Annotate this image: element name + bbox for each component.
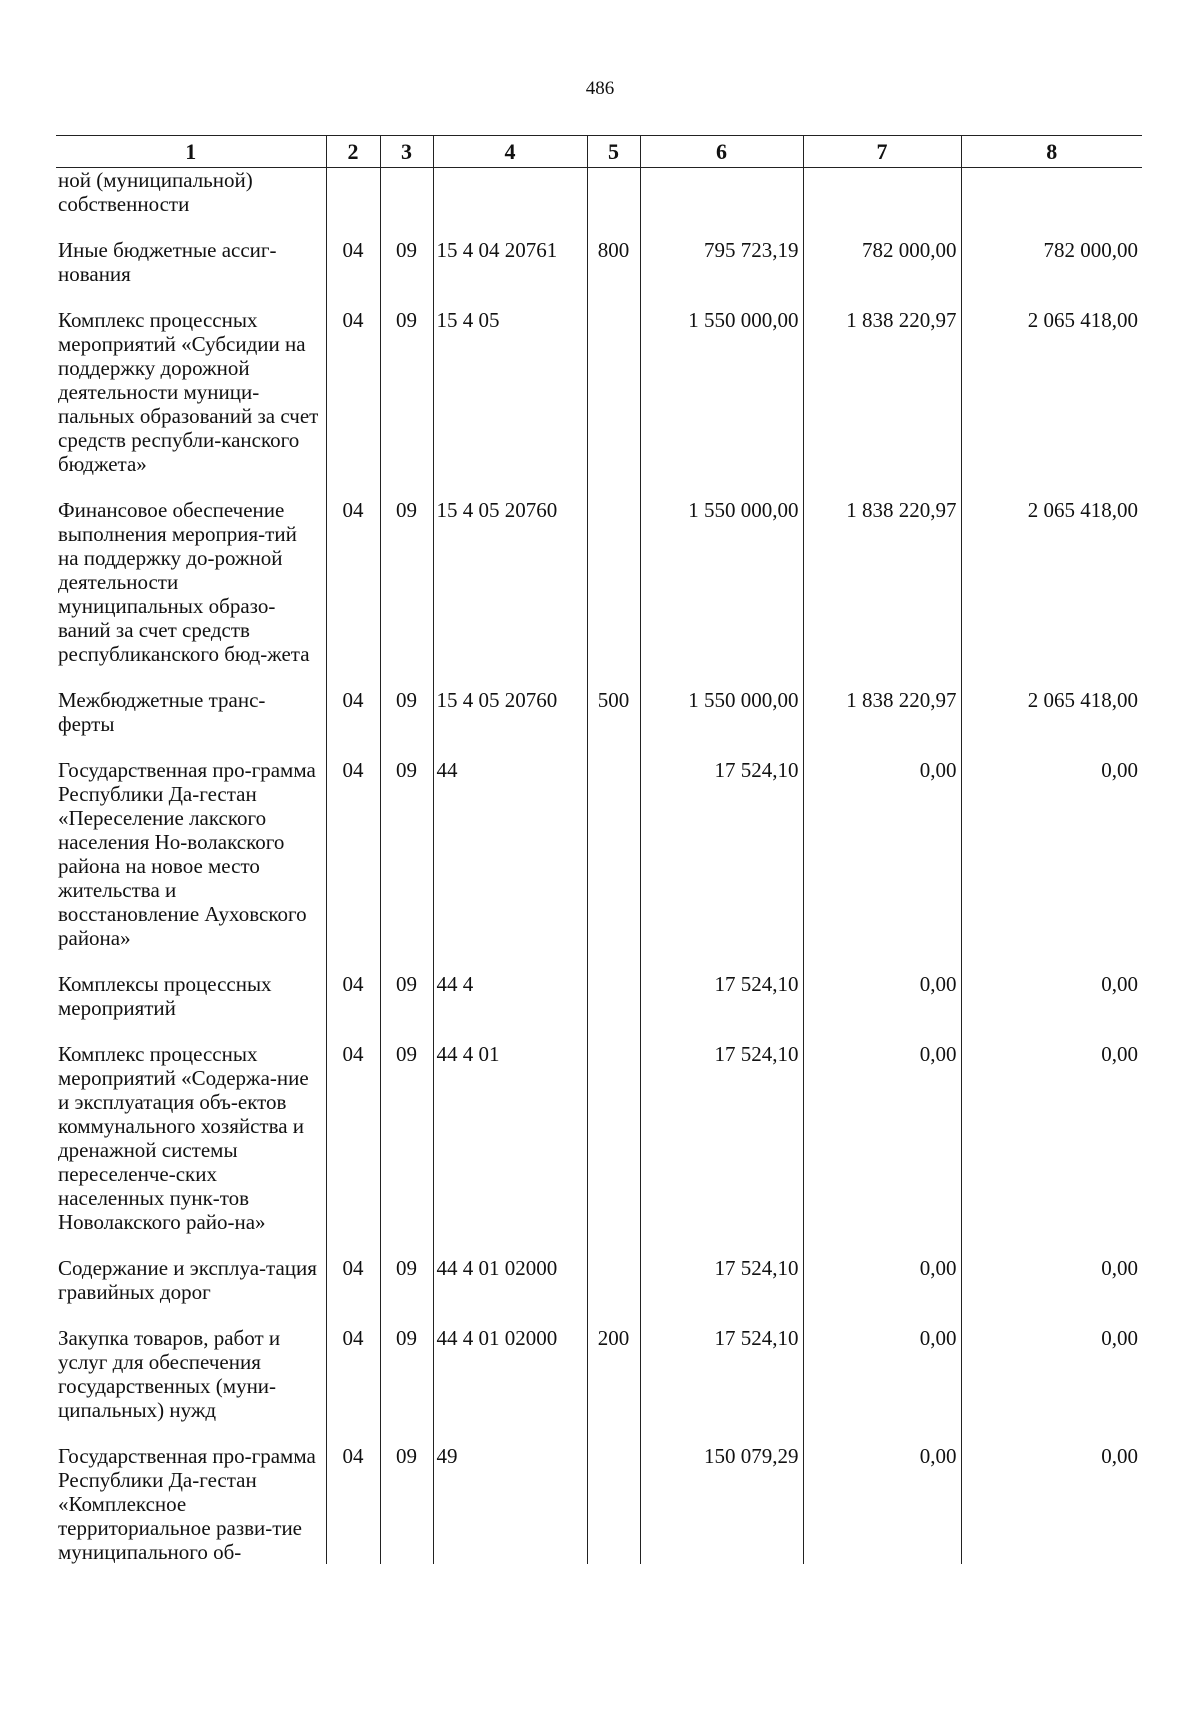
row-target-article-code: 44 4 01: [433, 1042, 587, 1256]
row-subsection-code: [380, 168, 433, 239]
row-amount-year-1: [640, 168, 803, 239]
row-amount-year-3: [961, 168, 1142, 239]
row-target-article-code: 44: [433, 758, 587, 972]
row-expense-type-code: [587, 308, 640, 498]
row-description: Комплексы процессных мероприятий: [58, 972, 272, 1020]
budget-table-container: [56, 135, 1142, 1564]
header-row: [56, 136, 1142, 168]
row-amount-year-1: 1 550 000,00: [640, 498, 803, 688]
row-amount-year-2: 0,00: [803, 1326, 961, 1444]
header-col-2: 2: [326, 136, 380, 168]
row-section-code: 04: [326, 1042, 380, 1256]
row-subsection-code: 09: [380, 972, 433, 1042]
row-amount-year-1: 17 524,10: [640, 758, 803, 972]
row-amount-year-2: 1 838 220,97: [803, 688, 961, 758]
row-expense-type-code: 200: [587, 1326, 640, 1444]
row-description: ной (муниципальной) собственности: [58, 168, 253, 216]
row-amount-year-3: 0,00: [961, 758, 1142, 972]
row-section-code: 04: [326, 238, 380, 308]
row-expense-type-code: [587, 1256, 640, 1326]
table-row: [56, 498, 1142, 688]
row-amount-year-1: 795 723,19: [640, 238, 803, 308]
row-section-code: 04: [326, 688, 380, 758]
row-amount-year-3: 2 065 418,00: [961, 498, 1142, 688]
row-amount-year-3: 2 065 418,00: [961, 688, 1142, 758]
row-section-code: 04: [326, 758, 380, 972]
row-amount-year-3: 0,00: [961, 1256, 1142, 1326]
row-amount-year-2: 0,00: [803, 758, 961, 972]
row-amount-year-3: 0,00: [961, 972, 1142, 1042]
row-section-code: 04: [326, 1256, 380, 1326]
row-description: Содержание и эксплуа-тация гравийных дорог: [58, 1256, 317, 1304]
row-amount-year-2: [803, 168, 961, 239]
table-row: [56, 168, 1142, 239]
row-amount-year-3: 2 065 418,00: [961, 308, 1142, 498]
row-description: Комплекс процессных мероприятий «Субсидии на поддержку дорожной деятельности муници-пальных образований за счет средств республи-канского бюджета»: [58, 308, 319, 476]
table-body: [56, 168, 1142, 1565]
row-target-article-code: 49: [433, 1444, 587, 1564]
row-subsection-code: 09: [380, 498, 433, 688]
row-description: Межбюджетные транс-ферты: [58, 688, 266, 736]
row-description: Закупка товаров, работ и услуг для обеспечения государственных (муни-ципальных) нужд: [58, 1326, 281, 1422]
row-target-article-code: 44 4: [433, 972, 587, 1042]
row-section-code: 04: [326, 1326, 380, 1444]
row-amount-year-2: 0,00: [803, 972, 961, 1042]
table-row: [56, 1042, 1142, 1256]
row-amount-year-2: 782 000,00: [803, 238, 961, 308]
header-col-5: 5: [587, 136, 640, 168]
row-section-code: [326, 168, 380, 239]
row-description: Государственная про-грамма Республики Да-гестан «Переселение лакского населения Но-волакского района на новое место жительства и восстановление Ауховского района»: [58, 758, 316, 950]
row-expense-type-code: [587, 972, 640, 1042]
table-row: [56, 1256, 1142, 1326]
row-expense-type-code: [587, 758, 640, 972]
row-amount-year-1: 1 550 000,00: [640, 308, 803, 498]
row-description: Финансовое обеспечение выполнения мероприя-тий на поддержку до-рожной деятельности муниципальных образо-ваний за счет средств республиканского бюд-жета: [58, 498, 310, 666]
header-col-6: 6: [640, 136, 803, 168]
row-target-article-code: 15 4 04 20761: [433, 238, 587, 308]
row-section-code: 04: [326, 498, 380, 688]
table-row: [56, 758, 1142, 972]
row-amount-year-2: 1 838 220,97: [803, 308, 961, 498]
page-number: 486: [585, 78, 615, 99]
row-expense-type-code: [587, 1042, 640, 1256]
row-subsection-code: 09: [380, 758, 433, 972]
row-amount-year-1: 150 079,29: [640, 1444, 803, 1564]
header-col-4: 4: [433, 136, 587, 168]
row-subsection-code: 09: [380, 238, 433, 308]
table-row: [56, 238, 1142, 308]
row-description: Иные бюджетные ассиг-нования: [58, 238, 277, 286]
row-section-code: 04: [326, 1444, 380, 1564]
table-row: [56, 1444, 1142, 1564]
table-row: [56, 688, 1142, 758]
row-description: Государственная про-грамма Республики Да-гестан «Комплексное территориальное разви-тие муниципального об-: [58, 1444, 316, 1564]
header-col-8: 8: [961, 136, 1142, 168]
row-amount-year-1: 1 550 000,00: [640, 688, 803, 758]
table-row: [56, 972, 1142, 1042]
header-col-7: 7: [803, 136, 961, 168]
row-amount-year-2: 0,00: [803, 1444, 961, 1564]
row-amount-year-1: 17 524,10: [640, 1256, 803, 1326]
header-col-1: 1: [56, 136, 326, 168]
row-amount-year-1: 17 524,10: [640, 972, 803, 1042]
row-section-code: 04: [326, 972, 380, 1042]
row-subsection-code: 09: [380, 688, 433, 758]
row-target-article-code: 15 4 05: [433, 308, 587, 498]
row-expense-type-code: 500: [587, 688, 640, 758]
row-amount-year-3: 0,00: [961, 1326, 1142, 1444]
row-amount-year-2: 0,00: [803, 1256, 961, 1326]
row-section-code: 04: [326, 308, 380, 498]
row-amount-year-3: 0,00: [961, 1444, 1142, 1564]
row-amount-year-1: 17 524,10: [640, 1326, 803, 1444]
row-target-article-code: [433, 168, 587, 239]
row-amount-year-2: 0,00: [803, 1042, 961, 1256]
row-expense-type-code: [587, 498, 640, 688]
budget-table: [56, 135, 1142, 1564]
table-row: [56, 1326, 1142, 1444]
row-expense-type-code: [587, 168, 640, 239]
table-row: [56, 308, 1142, 498]
row-expense-type-code: 800: [587, 238, 640, 308]
row-amount-year-3: 782 000,00: [961, 238, 1142, 308]
row-subsection-code: 09: [380, 1256, 433, 1326]
row-subsection-code: 09: [380, 1042, 433, 1256]
row-target-article-code: 15 4 05 20760: [433, 688, 587, 758]
row-expense-type-code: [587, 1444, 640, 1564]
row-subsection-code: 09: [380, 308, 433, 498]
row-target-article-code: 15 4 05 20760: [433, 498, 587, 688]
table-header: [56, 136, 1142, 168]
row-amount-year-3: 0,00: [961, 1042, 1142, 1256]
header-col-3: 3: [380, 136, 433, 168]
row-amount-year-2: 1 838 220,97: [803, 498, 961, 688]
row-subsection-code: 09: [380, 1326, 433, 1444]
row-target-article-code: 44 4 01 02000: [433, 1326, 587, 1444]
row-amount-year-1: 17 524,10: [640, 1042, 803, 1256]
row-description: Комплекс процессных мероприятий «Содержа-ние и эксплуатация объ-ектов коммунального хозяйства и дренажной системы переселенче-ских населенных пунк-тов Новолакского райо-на»: [58, 1042, 309, 1234]
row-subsection-code: 09: [380, 1444, 433, 1564]
row-target-article-code: 44 4 01 02000: [433, 1256, 587, 1326]
